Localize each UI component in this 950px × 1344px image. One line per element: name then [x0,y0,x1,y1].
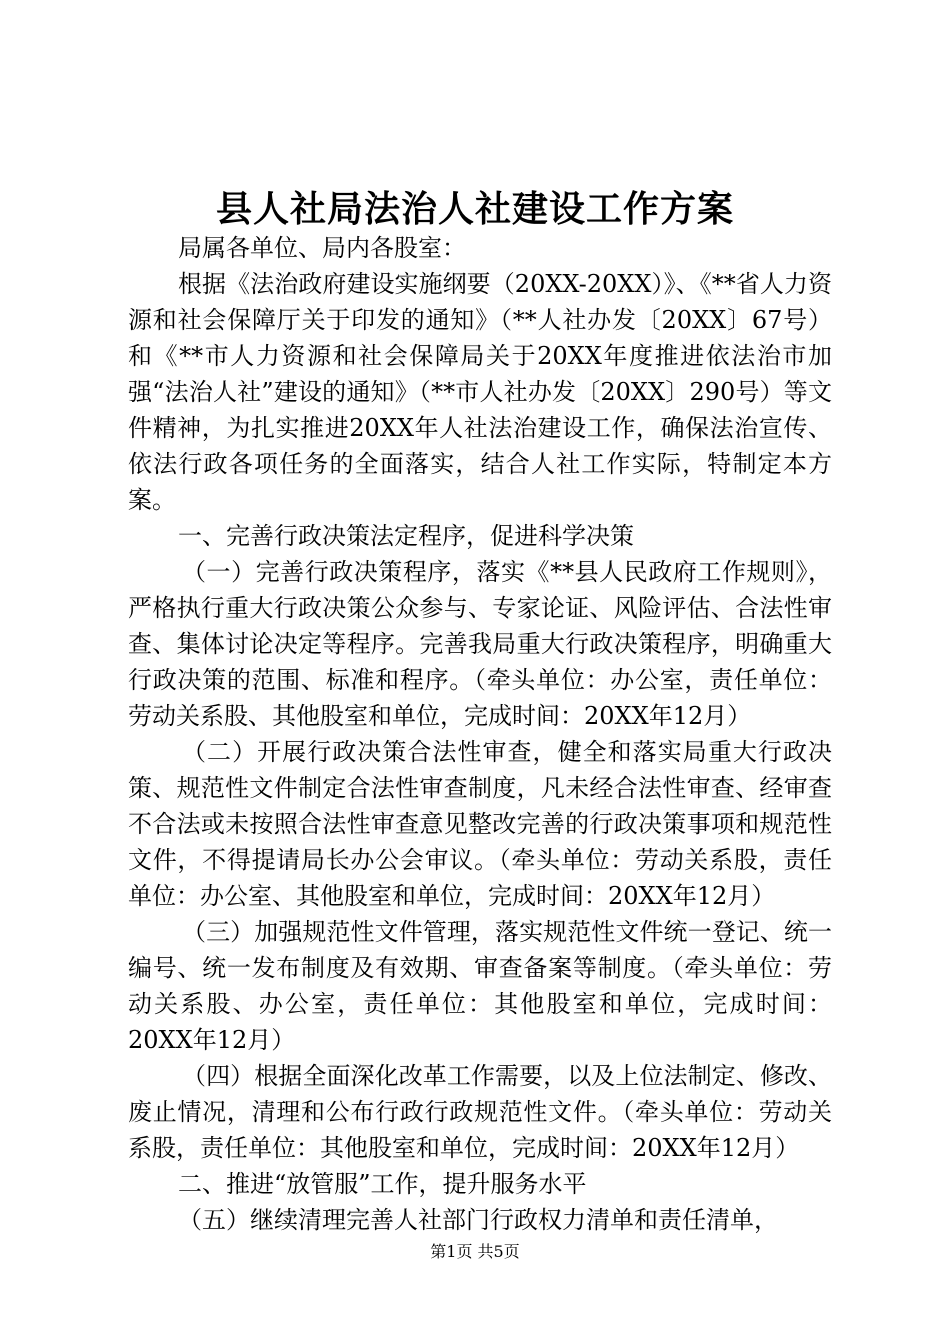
section-heading-2: 二、推进“放管服”工作，提升服务水平 [178,1170,587,1198]
section-heading-1: 一、完善行政决策法定程序，促进科学决策 [178,522,634,550]
paragraph-item-2: （二）开展行政决策合法性审查，健全和落实局重大行政决策、规范性文件制定合法性审查制度，凡未经合法性审查、经审查不合法或未按照合法性审查意见整改完善的行政决策事项和规范性文件，不得提请局长办公会审议。（牵头单位：劳动关系股，责任单位：办公室、其他股室和单位，完成时间：20XX年12月） [128,738,832,910]
paragraph-intro: 根据《法治政府建设实施纲要（20XX-20XX）》、《**省人力资源和社会保障厅关于印发的通知》（**人社办发〔20XX〕67号）和《**市人力资源和社会保障局关于20XX年度推进依法治市加强“法治人社”建设的通知》（**市人社办发〔20XX〕290号）等文件精神，为扎实推进20XX年人社法治建设工作，确保法治宣传、依法行政各项任务的全面落实，结合人社工作实际，特制定本方案。 [128,270,832,514]
paragraph-item-4: （四）根据全面深化改革工作需要，以及上位法制定、修改、废止情况，清理和公布行政行政规范性文件。（牵头单位：劳动关系股，责任单位：其他股室和单位，完成时间：20XX年12月） [128,1062,832,1162]
document-title: 县人社局法治人社建设工作方案 [215,188,734,230]
paragraph-item-5: （五）继续清理完善人社部门行政权力清单和责任清单， [178,1206,778,1234]
paragraph-item-1: （一）完善行政决策程序，落实《**县人民政府工作规则》，严格执行重大行政决策公众参与、专家论证、风险评估、合法性审查、集体讨论决定等程序。完善我局重大行政决策程序，明确重大行政决策的范围、标准和程序。（牵头单位：办公室，责任单位：劳动关系股、其他股室和单位，完成时间：20XX年12月） [128,558,832,730]
document-body [128,230,832,1238]
paragraph-item-3: （三）加强规范性文件管理，落实规范性文件统一登记、统一编号、统一发布制度及有效期、审查备案等制度。（牵头单位：劳动关系股、办公室，责任单位：其他股室和单位，完成时间：20XX年12月） [128,918,832,1054]
salutation: 局属各单位、局内各股室： [178,234,466,262]
page-number: 第1页 共5页 [430,1242,520,1261]
